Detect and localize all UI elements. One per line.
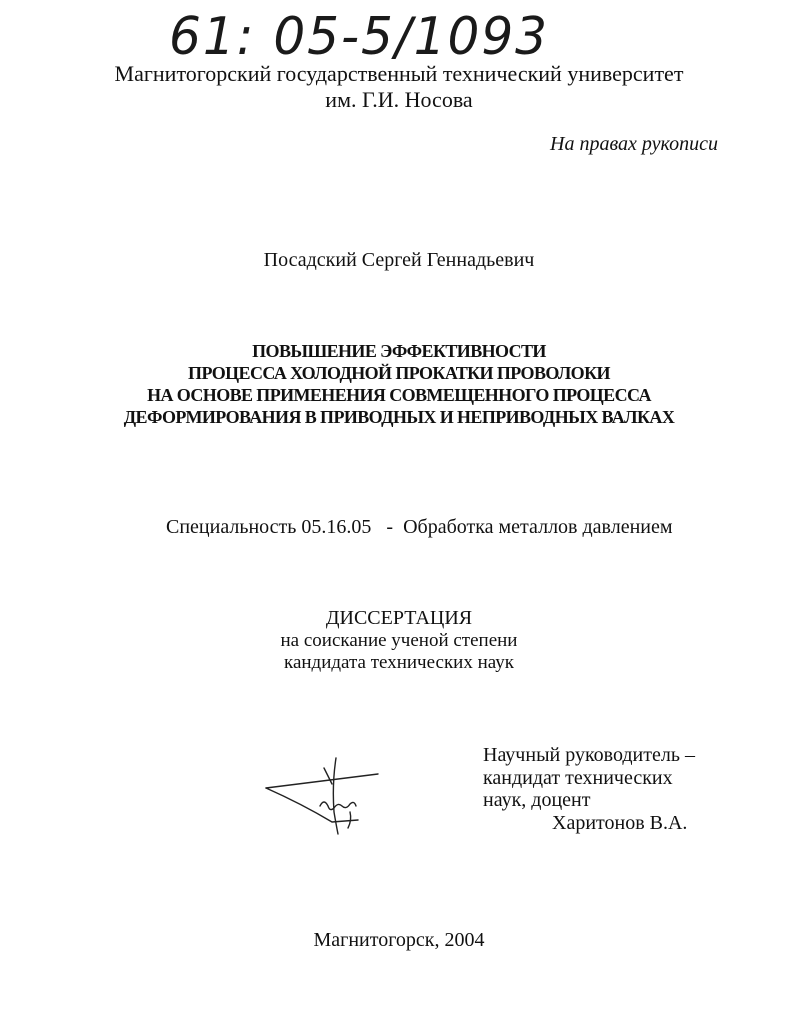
rights-note: На правах рукописи [550,133,718,155]
archive-code-text: 61: 05-5/1093 [169,7,549,64]
thesis-title-line: ПРОЦЕССА ХОЛОДНОЙ ПРОКАТКИ ПРОВОЛОКИ [188,363,610,383]
supervisor-name: Харитонов В.А. [552,812,688,834]
author-name: Посадский Сергей Геннадьевич [263,249,535,271]
university-name-line1: Магнитогорский государственный технический университет [114,61,684,86]
thesis-title-line: ДЕФОРМИРОВАНИЯ В ПРИВОДНЫХ И НЕПРИВОДНЫХ ВАЛКАХ [123,407,675,427]
supervisor-title: наук, доцент [483,789,591,811]
thesis-title-line: НА ОСНОВЕ ПРИМЕНЕНИЯ СОВМЕЩЕННОГО ПРОЦЕССА [147,385,651,405]
signature-icon [262,754,392,836]
dissertation-title: ДИССЕРТАЦИЯ [325,607,473,629]
city-year: Магнитогорск, 2004 [313,929,485,951]
supervisor-role: Научный руководитель – [483,744,695,766]
thesis-title-line: ПОВЫШЕНИЕ ЭФФЕКТИВНОСТИ [252,341,546,361]
university-name-line2: им. Г.И. Носова [325,87,473,112]
supervisor-degree: кандидат технических [483,767,673,789]
dissertation-degree-line2: кандидата технических наук [284,652,514,673]
handwritten-archive-code [165,4,565,64]
dissertation-degree-line1: на соискание ученой степени [280,630,518,651]
specialty: Специальность 05.16.05 - Обработка металлов давлением [166,516,673,538]
